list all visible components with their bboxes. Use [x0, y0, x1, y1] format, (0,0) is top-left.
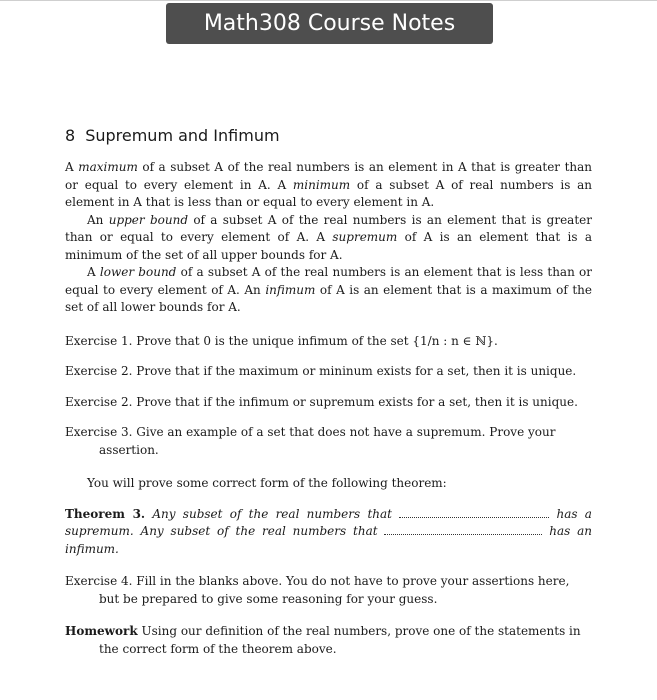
notes-page — [65, 126, 592, 658]
course-title: Math308 Course Notes — [203, 11, 456, 36]
section-number: 8 — [65, 126, 76, 145]
section-title: Supremum and Infimum — [85, 126, 280, 145]
definition-lower-bound-infimum: A lower bound of a subset A of the real numbers is an element that is less than or equal to every element of A. An infimum of A is an element that is a maximum of the set of all lower bounds for A. — [65, 265, 592, 314]
exercise-2a: Exercise 2. Prove that if the maximum or mininum exists for a set, then it is unique. — [65, 364, 577, 378]
theorem-3: Theorem 3. Any subset of the real numbers that has a supremum. Any subset of the real numbers that has an infimum. — [65, 506, 592, 556]
top-border — [0, 0, 657, 1]
blank-line — [384, 524, 542, 535]
exercise-1: Exercise 1. Prove that 0 is the unique infimum of the set {1/n : n ∈ ℕ}. — [65, 333, 498, 348]
course-title-banner — [166, 3, 493, 44]
homework: Homework Using our definition of the real numbers, prove one of the statements in the correct form of the theorem above. — [65, 624, 581, 656]
section-heading — [65, 126, 592, 145]
exercise-4: Exercise 4. Fill in the blanks above. You do not have to prove your assertions here, but be prepared to give some reasoning for your guess. — [65, 574, 570, 606]
exercise-3: Exercise 3. Give an example of a set that does not have a supremum. Prove your assertion. — [65, 425, 556, 457]
definition-max-min: A maximum of a subset A of the real numbers is an element in A that is greater than or equal to every element in A. A minimum of a subset A of real numbers is an element in A that is less than or equal to every element in A. — [65, 160, 593, 209]
definition-upper-bound-supremum: An upper bound of a subset A of the real numbers is an element that is greater than or equal to every element of A. A supremum of A is an element that is a minimum of the set of all upper bounds for A. — [65, 212, 592, 262]
theorem-intro: You will prove some correct form of the following theorem: — [87, 476, 447, 490]
blank-line — [399, 507, 549, 518]
exercise-2b: Exercise 2. Prove that if the infimum or supremum exists for a set, then it is unique. — [65, 394, 578, 409]
